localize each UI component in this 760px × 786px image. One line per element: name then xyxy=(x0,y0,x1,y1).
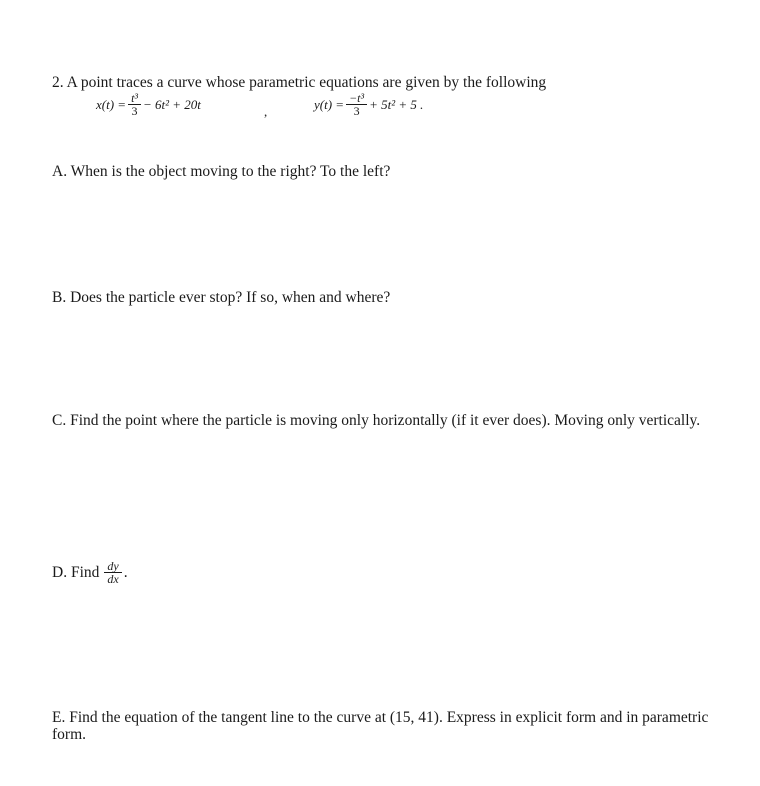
y-equation xyxy=(314,92,423,117)
part-d xyxy=(52,560,128,585)
y-eq-rest: + 5t² + 5 . xyxy=(369,96,424,112)
part-d-prefix: D. Find xyxy=(52,563,100,581)
part-b: B. Does the particle ever stop? If so, when and where? xyxy=(52,289,391,306)
x-eq-fraction xyxy=(128,92,141,117)
problem-intro: 2. A point traces a curve whose parametric equations are given by the following xyxy=(52,74,547,91)
y-eq-numerator: −t³ xyxy=(346,92,367,105)
dy-dx-fraction xyxy=(104,560,121,585)
x-eq-rest: − 6t² + 20t xyxy=(143,96,201,112)
dy-numerator: dy xyxy=(104,560,121,573)
part-d-suffix: . xyxy=(123,563,128,581)
y-eq-lhs: y(t) = xyxy=(314,96,345,112)
x-eq-numerator: t³ xyxy=(128,92,141,105)
x-eq-denominator: 3 xyxy=(131,104,138,118)
x-eq-lhs: x(t) = xyxy=(96,96,127,112)
part-a: A. When is the object moving to the right? To the left? xyxy=(52,163,391,180)
y-eq-fraction xyxy=(346,92,367,117)
y-eq-denominator: 3 xyxy=(353,104,360,118)
part-c: C. Find the point where the particle is moving only horizontally (if it ever does). Moving only vertically. xyxy=(52,412,701,429)
x-equation xyxy=(96,92,201,117)
part-e: E. Find the equation of the tangent line to the curve at (15, 41). Express in explicit form and in parametric form. xyxy=(52,709,709,743)
equation-separator: , xyxy=(264,104,268,119)
dx-denominator: dx xyxy=(107,572,119,586)
